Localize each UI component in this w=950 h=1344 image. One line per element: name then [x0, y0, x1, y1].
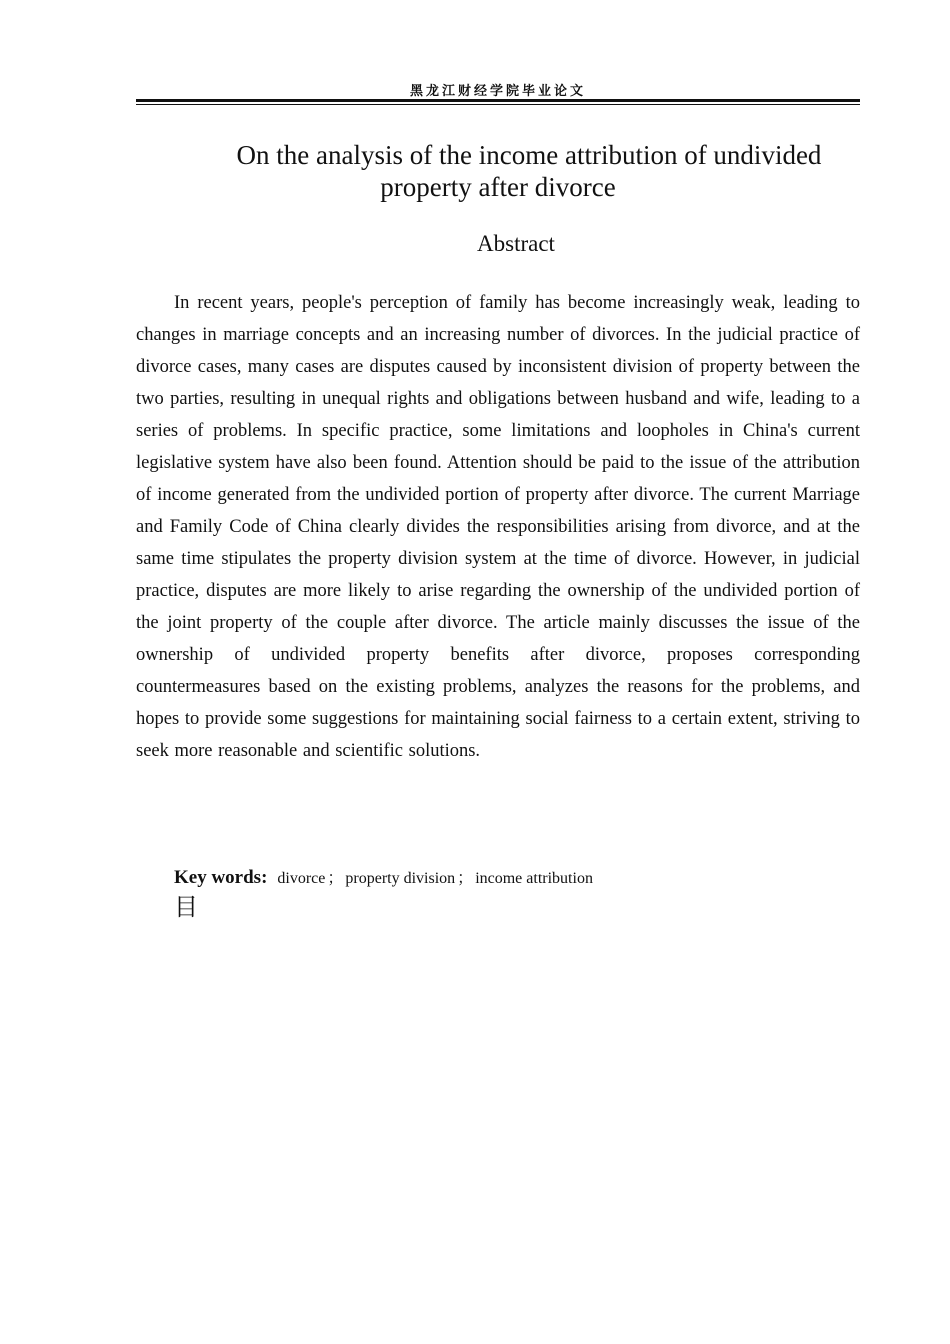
keywords-line	[174, 866, 593, 891]
thesis-title-line-1: On the analysis of the income attribution of undivided	[236, 140, 822, 170]
table-of-contents-fragment: 目	[174, 893, 198, 921]
thesis-title-line-2: property after divorce	[380, 172, 616, 202]
header-rule-thin	[136, 104, 860, 105]
keywords-label: Key words:	[174, 867, 268, 888]
abstract-heading: Abstract	[477, 231, 555, 256]
keyword-item: property division	[345, 870, 456, 887]
keyword-separator: ；	[457, 870, 474, 887]
header-rule-thick	[136, 99, 860, 102]
thesis-title	[136, 139, 860, 203]
keyword-item: divorce	[277, 870, 326, 887]
keyword-item: income attribution	[475, 870, 593, 887]
keyword-separator: ；	[327, 870, 344, 887]
abstract-body: In recent years, people's perception of family has become increasingly weak, leading to changes in marriage concepts and an increasing number of divorces. In the judicial practice of divorce cases, many cases are disputes caused by inconsistent division of property between the two parties, resulting in unequal rights and obligations between husband and wife, leading to a series of problems. In specific practice, some limitations and loopholes in China's current legislative system have also been found. Attention should be paid to the issue of the attribution of income generated from the undivided portion of property after divorce. The current Marriage and Family Code of China clearly divides the responsibilities arising from divorce, and at the same time stipulates the property division system at the time of divorce. However, in judicial practice, disputes are more likely to arise regarding the ownership of the undivided portion of the joint property of the couple after divorce. The article mainly discusses the issue of the ownership of undivided property benefits after divorce, proposes corresponding countermeasures based on the existing problems, analyzes the reasons for the problems, and hopes to provide some suggestions for maintaining social fairness to a certain extent, striving to seek more reasonable and scientific solutions.	[136, 293, 860, 761]
running-header: 黑龙江财经学院毕业论文	[409, 84, 586, 99]
